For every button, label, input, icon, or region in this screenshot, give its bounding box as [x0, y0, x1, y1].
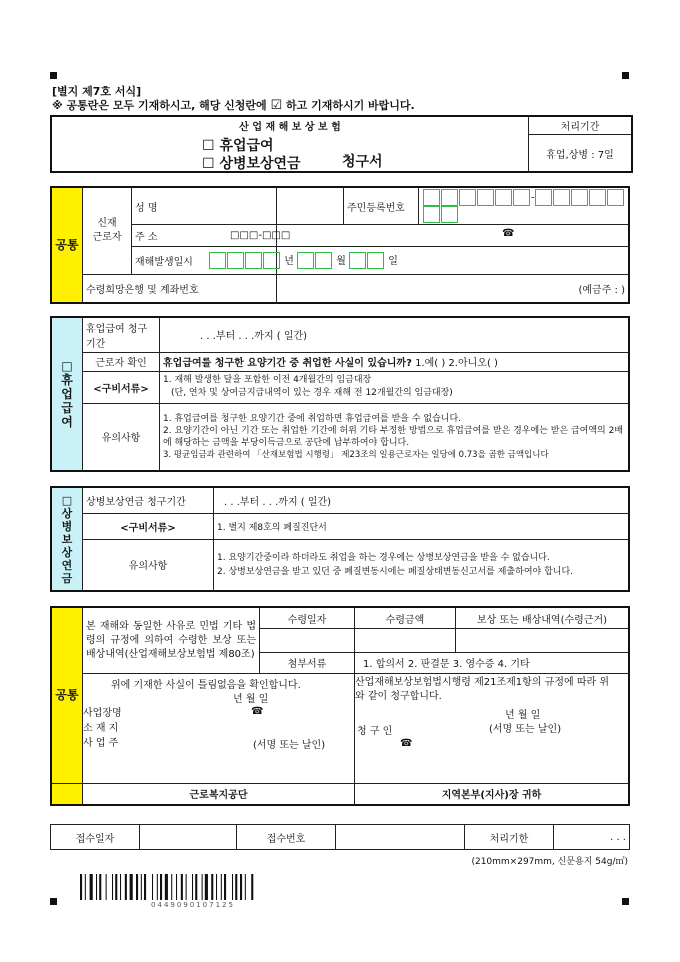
branch-addressee: 지역본부(지사)장 귀하 [355, 783, 630, 805]
common2-side-filler [51, 783, 83, 805]
address-field[interactable] [230, 225, 630, 247]
pension-period-field[interactable]: . . .부터 . . .까지 ( 일간) [214, 487, 630, 513]
attachments-list[interactable]: 1. 합의서 2. 판결문 3. 영수증 4. 기타 [355, 652, 630, 674]
corner-mark-bottom-right [622, 898, 629, 905]
instruction [52, 97, 415, 113]
prior-compensation-text: 본 재해와 동일한 사유로 민법 기타 법령의 규정에 의하여 수령한 보상 또는 배상내역(산업재해보상보험법 제80조) [83, 607, 260, 674]
processing-period-label: 처리기간 [529, 116, 633, 135]
sick-leave-side-label: □ 휴 업 급 여 [51, 317, 83, 471]
option-pension[interactable] [202, 155, 301, 173]
sick-leave-notes [160, 403, 630, 471]
rrn-label: 주민등록번호 [344, 187, 419, 225]
sick-leave-period-field[interactable]: . . .부터 . . .까지 ( 일간) [160, 317, 630, 352]
corner-mark-top-left [50, 72, 57, 79]
worker-confirm-options[interactable]: 1.예( ) 2.아니오( ) [415, 358, 498, 370]
receipt-no-value[interactable] [336, 825, 465, 850]
agency-name: 근로복지공단 [83, 783, 355, 805]
barcode-image [80, 874, 306, 900]
pension-note-2: 2. 상병보상연금을 받고 있던 중 폐질변동시에는 폐질상태변동신고서를 제출하여야 합니다. [217, 566, 574, 577]
employer-sign[interactable]: (서명 또는 날인) [253, 740, 326, 752]
sick-leave-docs [160, 372, 630, 404]
option-sick-leave[interactable] [202, 137, 301, 155]
claim-text: 산업재해보상보험법시행령 제21조제1항의 규정에 따라 위와 같이 청구합니다. [355, 677, 609, 703]
year-label: 년 [284, 255, 294, 267]
sick-leave-note-3: 3. 평균임금과 관련하여 「산재보험법 시행령」 제23조의 일용근로자는 일당에 0.73을 곱한 금액입니다 [163, 449, 549, 460]
claim-title: 청구서 [342, 153, 383, 170]
common-section [50, 186, 630, 304]
employer-confirm-cell [83, 674, 355, 784]
bank-field[interactable] [277, 275, 630, 303]
compensation-detail-field[interactable] [456, 629, 630, 653]
claimant-cell [355, 674, 630, 784]
common2-side-label: 공통 [51, 607, 83, 783]
employer-phone-icon: ☎ [251, 706, 264, 718]
checkbox-icon: ☑ [270, 98, 283, 113]
instruction-text-before: ※ 공통란은 모두 기재하시고, 해당 신청란에 [52, 99, 267, 112]
worker-confirm-question: 휴업급여를 청구한 요양기간 중 취업한 사실이 있습니까? [163, 358, 412, 370]
sick-leave-period-label: 휴업급여 청구기간 [83, 317, 160, 352]
business-location-label: 소 재 지 [83, 723, 119, 735]
option-sick-leave-label: 휴업급여 [219, 137, 274, 154]
col-receipt-date: 수령일자 [260, 607, 355, 629]
employer-confirm-text: 위에 기재한 사실이 틀림없음을 확인합니다. [111, 680, 301, 692]
title-block [50, 115, 633, 173]
claim-date[interactable]: 년 월 일 [505, 710, 541, 722]
business-name-label: 사업장명 [83, 708, 122, 720]
receipt-amount-field[interactable] [355, 629, 456, 653]
deadline-label: 처리기한 [465, 825, 554, 850]
employer-confirm-date[interactable]: 년 월 일 [233, 694, 269, 706]
worker-confirm-field[interactable] [160, 352, 630, 371]
day-label: 일 [388, 255, 398, 267]
pension-period-label: 상병보상연금 청구기간 [83, 487, 214, 513]
title-cell [51, 135, 529, 173]
barcode-number: 0449090107125 [151, 901, 235, 909]
receipt-date-label: 접수일자 [51, 825, 140, 850]
worker-group-label: 신재 근로자 [83, 187, 132, 275]
pension-note-1: 1. 요양기간중이라 하더라도 취업을 하는 경우에는 상병보상연금을 받을 수 없습니다. [217, 552, 550, 563]
option-pension-label: 상병보상연금 [219, 155, 301, 172]
address-label: 주 소 [132, 225, 277, 247]
checkbox-pension[interactable]: ☐ [202, 155, 215, 172]
receipt-date-value[interactable] [140, 825, 237, 850]
pension-notes [214, 539, 630, 591]
pension-side-label: □ 상 병 보 상 연 금 [51, 487, 83, 591]
month-label: 월 [336, 255, 346, 267]
common-section-2 [50, 606, 630, 806]
col-receipt-amount: 수령금액 [355, 607, 456, 629]
receipt-no-label: 접수번호 [237, 825, 336, 850]
paper-spec: (210mm×297mm, 신문용지 54g/㎡) [471, 857, 628, 867]
instruction-text-after: 하고 기재하시기 바랍니다. [286, 99, 415, 112]
claimant-sign[interactable]: (서명 또는 날인) [489, 724, 562, 736]
sick-leave-docs-label: <구비서류> [83, 372, 160, 404]
pension-docs-label: <구비서류> [83, 513, 214, 539]
pension-notes-label: 유의사항 [83, 539, 214, 591]
account-holder: (예금주 : ) [578, 284, 625, 296]
accident-date-field[interactable] [277, 247, 630, 275]
name-field[interactable] [277, 187, 344, 225]
form-number: [별지 제7호 서식] [52, 85, 142, 98]
checkbox-sick-leave[interactable]: ☐ [202, 137, 215, 154]
receipt-section [50, 824, 630, 850]
attachments-label: 첨부서류 [260, 652, 355, 674]
name-label: 성 명 [132, 187, 277, 225]
worker-confirm-label: 근로자 확인 [83, 352, 160, 371]
sick-leave-notes-label: 유의사항 [83, 403, 160, 471]
sick-leave-doc-2: (단, 연차 및 상여금지급내역이 있는 경우 재해 전 12개월간의 임금대장) [171, 388, 453, 399]
accident-date-label: 재해발생일시 [132, 247, 277, 275]
postal-code-boxes: □□□-□□□ [230, 230, 291, 241]
phone-icon: ☎ [502, 228, 515, 239]
insurance-name: 산 업 재 해 보 상 보 험 [51, 116, 529, 135]
pension-doc-1: 1. 별지 제8호의 폐질진단서 [214, 513, 630, 539]
barcode [80, 874, 306, 908]
sick-leave-note-2: 2. 요양기간이 아닌 기간 또는 취업한 기간에 허위 기타 부정한 방법으로 휴업급여를 받은 경우에는 받은 급여액의 2배에 해당하는 금액을 부당이득금으로 공단에 납부하여야 합니다. [163, 425, 624, 448]
deadline-value[interactable]: . . . [554, 825, 630, 850]
sick-leave-note-1: 1. 휴업급여를 청구한 요양기간 중에 취업하면 휴업급여를 받을 수 없습니다. [163, 413, 462, 424]
processing-period-value: 휴업,상병 : 7일 [529, 135, 633, 173]
sick-leave-section [50, 316, 630, 472]
claimant-label: 청 구 인 [357, 726, 393, 738]
sick-leave-doc-1: 1. 재해 발생한 달을 포함한 이전 4개월간의 임금대장 [163, 375, 372, 386]
corner-mark-top-right [622, 72, 629, 79]
receipt-date-field[interactable] [260, 629, 355, 653]
corner-mark-bottom-left [50, 898, 57, 905]
business-owner-label: 사 업 주 [83, 738, 119, 750]
bank-label: 수령희망은행 및 계좌번호 [83, 275, 277, 303]
rrn-field[interactable]: - [419, 187, 630, 225]
col-compensation-detail: 보상 또는 배상내역(수령근거) [456, 607, 630, 629]
pension-section [50, 486, 630, 592]
common-side-label: 공통 [51, 187, 83, 303]
claimant-phone-icon: ☎ [400, 738, 413, 750]
